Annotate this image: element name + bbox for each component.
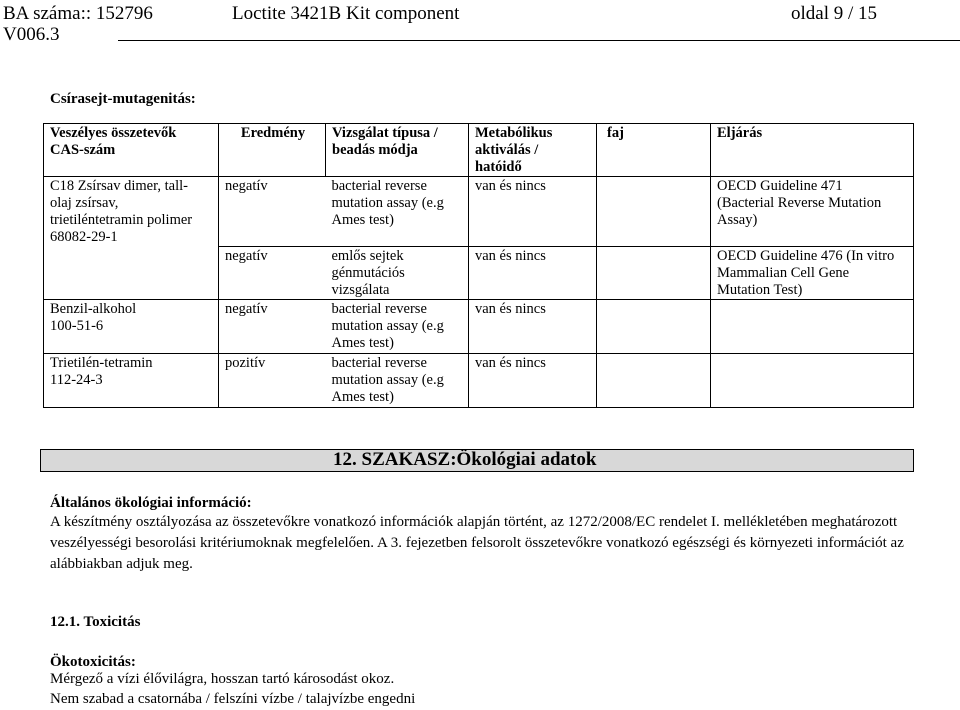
section-12-header xyxy=(40,449,914,472)
table-row xyxy=(44,300,914,354)
cell-metabolic: van és nincs xyxy=(469,300,597,354)
cell-component: Benzil-alkohol 100-51-6 xyxy=(44,300,219,354)
cell-component: C18 Zsírsav dimer, tall- olaj zsírsav, trietiléntetramin polimer 68082-29-1 xyxy=(44,177,219,300)
toxicity-heading: 12.1. Toxicitás xyxy=(50,614,141,630)
header-method: Eljárás xyxy=(711,124,914,177)
header-rule xyxy=(118,40,960,41)
ecotoxicity-line-1: Mérgező a vízi élővilágra, hosszan tartó károsodást okoz. xyxy=(50,671,395,687)
cell-species xyxy=(597,300,711,354)
cell-result: negatív xyxy=(219,300,326,354)
ecotoxicity-heading: Ökotoxicitás: xyxy=(50,654,136,670)
cell-result: pozitív xyxy=(219,354,326,408)
table-header-row xyxy=(44,124,914,177)
header-metabolic: Metabólikus aktiválás / hatóidő xyxy=(469,124,597,177)
page-number: oldal 9 / 15 xyxy=(791,3,878,24)
cell-species xyxy=(597,354,711,408)
section-title: Csírasejt-mutagenitás: xyxy=(50,91,196,107)
cell-method xyxy=(711,300,914,354)
general-eco-heading: Általános ökológiai információ: xyxy=(50,495,252,511)
cell-method: OECD Guideline 476 (In vitro Mammalian Cell Gene Mutation Test) xyxy=(711,247,914,300)
cell-species xyxy=(597,247,711,300)
header-test-type: Vizsgálat típusa / beadás módja xyxy=(326,124,469,177)
version: V006.3 xyxy=(3,24,60,45)
header-species: faj xyxy=(597,124,711,177)
cell-test-type: bacterial reverse mutation assay (e.g Ames test) xyxy=(326,300,469,354)
cell-method: OECD Guideline 471 (Bacterial Reverse Mutation Assay) xyxy=(711,177,914,247)
header-component: Veszélyes összetevők CAS-szám xyxy=(44,124,219,177)
cell-method xyxy=(711,354,914,408)
cell-metabolic: van és nincs xyxy=(469,177,597,247)
cell-component: Trietilén-tetramin 112-24-3 xyxy=(44,354,219,408)
general-eco-text: A készítmény osztályozása az összetevőkre vonatkozó információk alapján történt, az 1272/2008/EC rendelet I. mellékletében meghatározott veszélyességi besorolási kritériumoknak megfelelően. A 3. fejezetben felsorolt összetevőkre vonatkozó egészségi és környezeti információt az alábbiakban adjuk meg. xyxy=(50,514,904,572)
header-result: Eredmény xyxy=(219,124,326,177)
table-row xyxy=(44,354,914,408)
cell-result: negatív xyxy=(219,177,326,247)
cell-test-type: emlős sejtek génmutációs vizsgálata xyxy=(326,247,469,300)
doc-number: BA száma:: 152796 xyxy=(3,3,153,24)
cell-result: negatív xyxy=(219,247,326,300)
cell-test-type: bacterial reverse mutation assay (e.g Ames test) xyxy=(326,354,469,408)
section-12-title: 12. SZAKASZ:Ökológiai adatok xyxy=(333,449,597,470)
product-name: Loctite 3421B Kit component xyxy=(232,3,460,24)
ecotoxicity-line-2: Nem szabad a csatornába / felszíni vízbe / talajvízbe engedni xyxy=(50,691,416,707)
cell-metabolic: van és nincs xyxy=(469,247,597,300)
cell-test-type: bacterial reverse mutation assay (e.g Ames test) xyxy=(326,177,469,247)
page-header xyxy=(0,0,960,46)
cell-species xyxy=(597,177,711,247)
cell-metabolic: van és nincs xyxy=(469,354,597,408)
genotoxicity-table xyxy=(43,123,914,408)
table-row xyxy=(44,177,914,247)
